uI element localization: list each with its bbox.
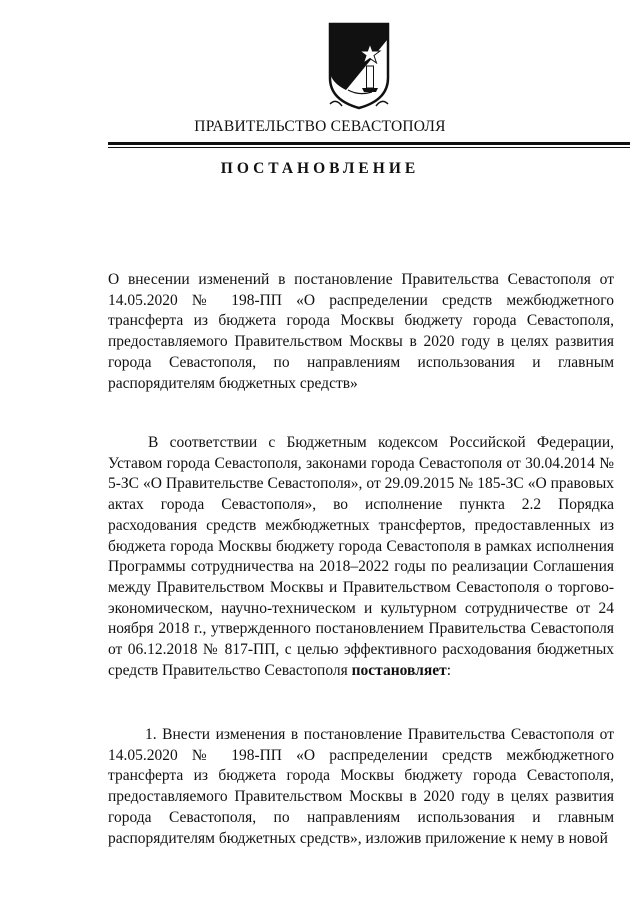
list-item: 1. Внести изменения в постановление Правительства Севастополя от 14.05.2020 № 198-ПП «О распределении средств межбюджетного трансферта из бюджета города Москвы бюджету города Севастополя, предоставляемого Правительством Москвы в 2020 году в целях развития города Севастополя, по направлениям использования и главным распорядителям бюджетных средств», изложив приложение к нему в новой [108,726,614,847]
government-title: ПРАВИТЕЛЬСТВО СЕВАСТОПОЛЯ [194,118,446,135]
preamble-paragraph [108,433,614,681]
header-rule-thick [108,142,630,145]
sevastopol-coat-of-arms-icon [326,20,392,112]
document-type-heading: ПОСТАНОВЛЕНИЕ [220,160,420,177]
preamble-end: : [446,661,452,679]
document-subject: О внесении изменений в постановление Правительства Севастополя от 14.05.2020 № 198-ПП «О распределении средств межбюджетного трансферта из бюджета города Москвы бюджету города Севастополя, предоставляемого Правительством Москвы в 2020 году в целях развития города Севастополя, по направлениям использования и главным распорядителям бюджетных средств» [108,271,614,392]
header-rule-thin [108,147,630,148]
preamble-keyword: постановляет [351,661,447,679]
preamble-text: В соответствии с Бюджетным кодексом Российской Федерации, Уставом города Севастополя, законами города Севастополя от 30.04.2014 № 5-ЗС «О Правительстве Севастополя», от 29.09.2015 № 185-ЗС «О правовых актах города Севастополя», во исполнение пункта 2.2 Порядка расходования средств межбюджетных трансфертов, предоставленных из бюджета города Москвы бюджету города Севастополя в рамках исполнения Программы сотрудничества на 2018–2022 годы по реализации Соглашения между Правительством Москвы и Правительством Севастополя о торгово-экономическом, научно-техническом и культурном сотрудничестве от 24 ноября 2018 г., утвержденного постановлением Правительства Севастополя от 06.12.2018 № 817-ПП, с целью эффективного расходования бюджетных средств Правительство Севастополя [108,434,614,679]
